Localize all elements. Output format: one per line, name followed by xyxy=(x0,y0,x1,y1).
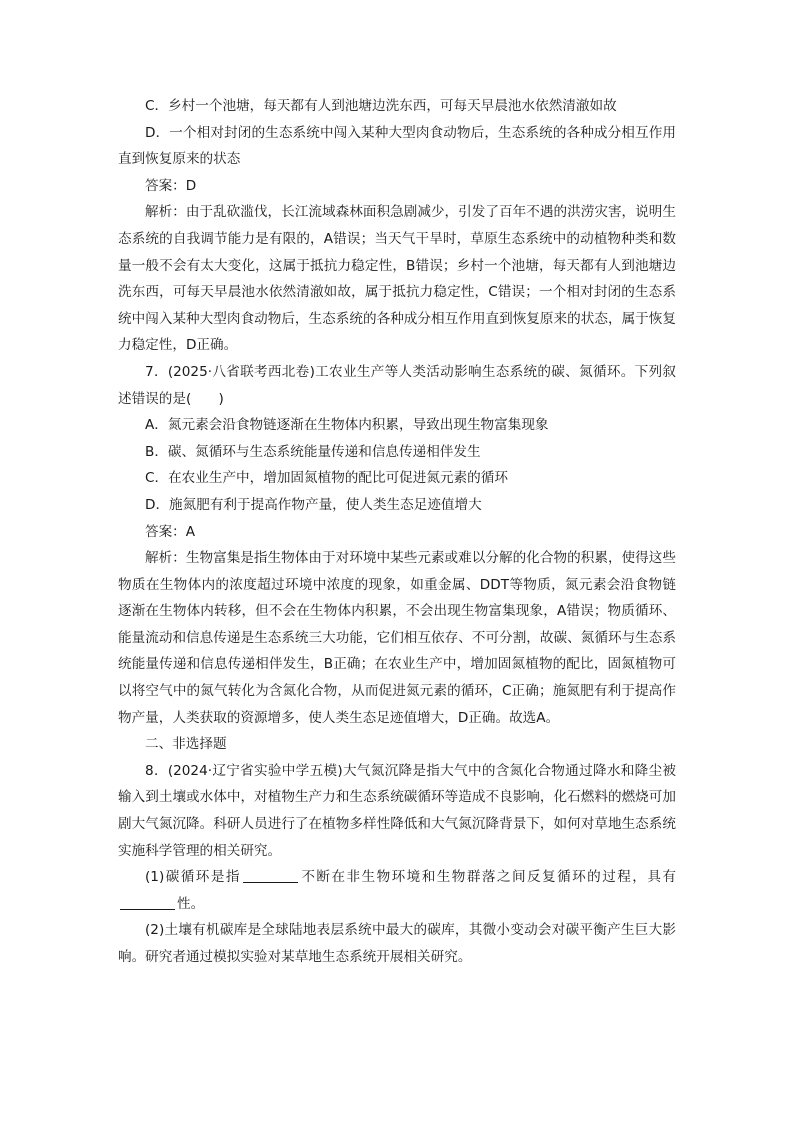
q8-stem: 8．(2024·辽宁省实验中学五模)大气氮沉降是指大气中的含氮化合物通过降水和降尘被输入到土壤或水体中，对植物生产力和生态系统碳循环等造成不良影响，化石燃料的燃烧可加剧大气氮沉降。科研人员进行了在植物多样性降低和大气氮沉降背景下，如何对草地生态系统实施科学管理的相关研究。 xyxy=(118,762,676,859)
q7-analysis: 解析：生物富集是指生物体由于对环境中某些元素或难以分解的化合物的积累，使得这些物质在生物体内的浓度超过环境中浓度的现象，如重金属、DDT等物质，氮元素会沿食物链逐渐在生物体内转移，但不会在生物体内积累，不会出现生物富集现象，A错误；物质循环、能量流动和信息传递是生态系统三大功能，它们相互依存、不可分割，故碳、氮循环与生态系统能量传递和信息传递相伴发生，B正确；在农业生产中，增加固氮植物的配比，固氮植物可以将空气中的氮气转化为含氮化合物，从而促进氮元素的循环，C正确；施氮肥有利于提高作物产量，人类获取的资源增多，使人类生态足迹值增大，D正确。故选A。 xyxy=(118,550,676,726)
q8-sub1-text-a: (1)碳循环是指 xyxy=(145,869,241,886)
q8-sub1-text-b: 不断在非生物环境和生物群落之间反复循环的过程，具有 xyxy=(299,869,676,886)
q7-stem: 7．(2025·八省联考西北卷)工农业生产等人类活动影响生态系统的碳、氮循环。下列叙述错误的是( ) xyxy=(118,363,676,407)
answer-blank[interactable] xyxy=(120,893,175,910)
q6-answer: 答案：D xyxy=(145,177,197,194)
section-heading: 二、非选择题 xyxy=(145,736,227,753)
q7-option-a: A．氮元素会沿食物链逐渐在生物体内积累，导致出现生物富集现象 xyxy=(145,417,549,434)
q6-analysis: 解析：由于乱砍滥伐，长江流域森林面积急剧减少，引发了百年不遇的洪涝灾害，说明生态系统的自我调节能力是有限的，A错误；当天气干旱时，草原生态系统中的动植物种类和数量一般不会有太大变化，这属于抵抗力稳定性，B错误；乡村一个池塘，每天都有人到池塘边洗东西，可每天早晨池水依然清澈如故，属于抵抗力稳定性，C错误；一个相对封闭的生态系统中闯入某种大型肉食动物后，生态系统的各种成分相互作用直到恢复原来的状态，属于恢复力稳定性，D正确。 xyxy=(118,204,676,354)
q8-subquestion-2: (2)土壤有机碳库是全球陆地表层系统中最大的碳库，其微小变动会对碳平衡产生巨大影响。研究者通过模拟实验对某草地生态系统开展相关研究。 xyxy=(118,922,676,965)
q7-answer: 答案：A xyxy=(145,523,196,540)
q6-option-d: D．一个相对封闭的生态系统中闯入某种大型肉食动物后，生态系统的各种成分相互作用直到恢复原来的状态 xyxy=(118,124,676,168)
document-page xyxy=(118,93,676,971)
q6-option-c: C．乡村一个池塘，每天都有人到池塘边洗东西，可每天早晨池水依然清澈如故 xyxy=(145,98,617,114)
q8-sub1-text-c: 性。 xyxy=(177,895,205,912)
q7-option-c: C．在农业生产中，增加固氮植物的配比可促进氮元素的循环 xyxy=(145,470,508,487)
q7-option-b: B．碳、氮循环与生态系统能量传递和信息传递相伴发生 xyxy=(145,443,481,460)
q8-subquestion-1 xyxy=(118,864,676,917)
q7-option-d: D．施氮肥有利于提高作物产量，使人类生态足迹值增大 xyxy=(145,496,482,513)
answer-blank[interactable] xyxy=(243,866,298,883)
